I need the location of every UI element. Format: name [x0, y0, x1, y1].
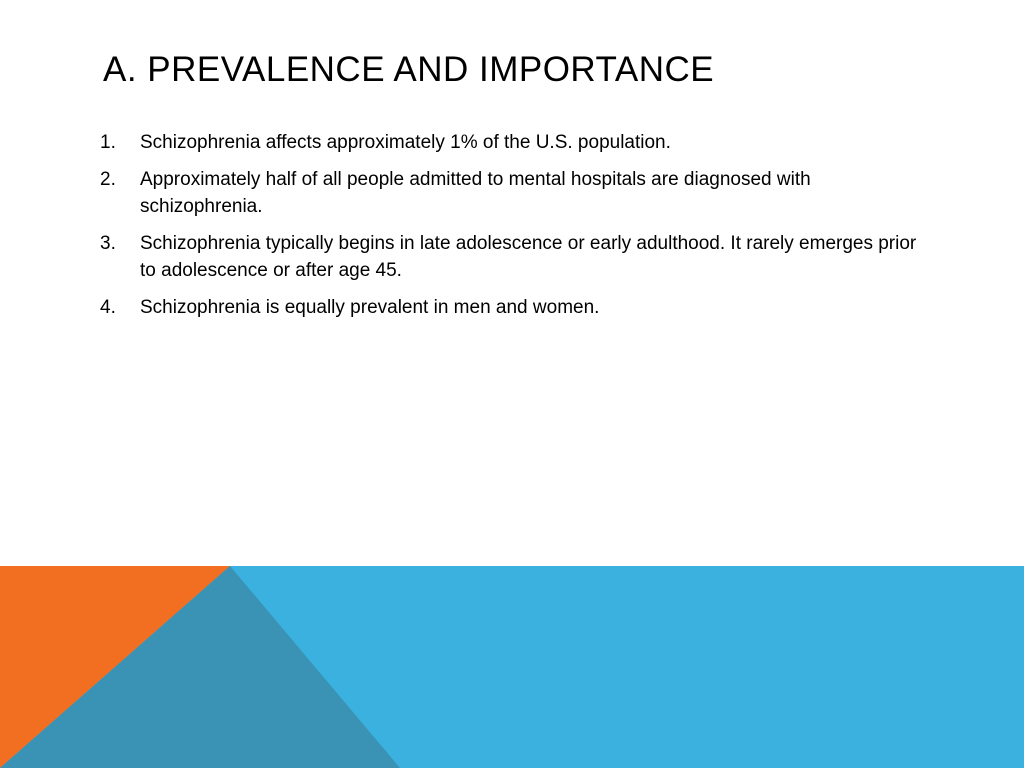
bullet-list: [100, 129, 930, 331]
list-item: [100, 294, 930, 321]
list-item-number: 3.: [100, 233, 116, 254]
slide-title: A. PREVALENCE AND IMPORTANCE: [103, 50, 715, 89]
decorative-footer-band: [0, 566, 1024, 768]
list-item: [100, 166, 930, 220]
list-item-number: 1.: [100, 132, 116, 153]
list-item-text: Schizophrenia affects approximately 1% of the U.S. population.: [140, 132, 671, 153]
list-item-number: 4.: [100, 297, 116, 318]
list-item-text: Schizophrenia typically begins in late adolescence or early adulthood. It rarely emerges prior to adolescence or after age 45.: [140, 233, 917, 281]
list-item-number: 2.: [100, 169, 116, 190]
list-item-text: Schizophrenia is equally prevalent in men and women.: [140, 297, 600, 318]
list-item: [100, 129, 930, 156]
list-item: [100, 230, 930, 284]
list-item-text: Approximately half of all people admitted to mental hospitals are diagnosed with schizophrenia.: [140, 169, 811, 217]
